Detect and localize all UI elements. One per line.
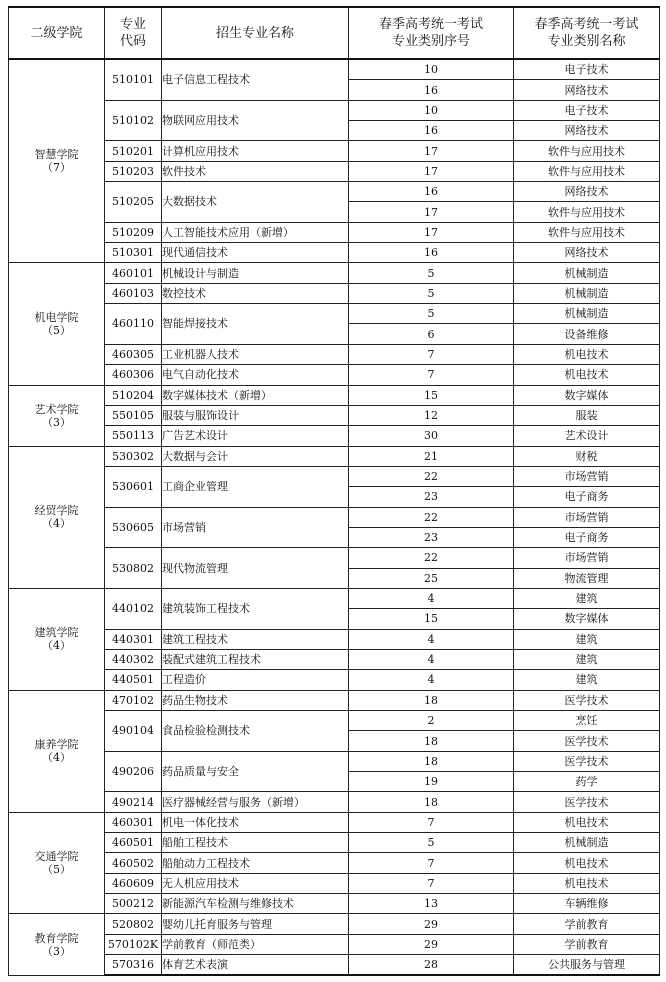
category-name: 机电技术	[514, 873, 660, 893]
major-code: 460301	[105, 812, 162, 832]
college-cell	[9, 812, 105, 914]
major-code: 520802	[105, 914, 162, 934]
category-name: 软件与应用技术	[514, 161, 660, 181]
category-seq: 17	[349, 222, 514, 242]
category-name: 机电技术	[514, 344, 660, 364]
major-code: 460103	[105, 283, 162, 303]
header-category-name: 春季高考统一考试 专业类别名称	[514, 7, 660, 59]
table-body	[9, 59, 660, 975]
category-seq: 2	[349, 711, 514, 731]
college-cell	[9, 914, 105, 976]
table-row	[9, 283, 660, 303]
major-code: 490214	[105, 792, 162, 812]
major-code: 460501	[105, 833, 162, 853]
major-code: 530605	[105, 507, 162, 548]
category-seq: 4	[349, 649, 514, 669]
category-seq: 7	[349, 812, 514, 832]
table-row	[9, 161, 660, 181]
category-seq: 22	[349, 507, 514, 527]
table-row	[9, 690, 660, 710]
category-seq: 5	[349, 283, 514, 303]
major-name: 数控技术	[162, 283, 349, 303]
category-name: 学前教育	[514, 914, 660, 934]
college-name: 智慧学院	[34, 148, 79, 162]
header-major-name: 招生专业名称	[162, 7, 349, 59]
category-seq: 17	[349, 161, 514, 181]
category-name: 医学技术	[514, 751, 660, 771]
major-code: 530601	[105, 466, 162, 507]
category-name: 数字媒体	[514, 385, 660, 405]
category-seq: 7	[349, 365, 514, 385]
major-code: 510204	[105, 385, 162, 405]
category-name: 药学	[514, 772, 660, 792]
category-seq: 18	[349, 792, 514, 812]
category-seq: 18	[349, 751, 514, 771]
table-row	[9, 304, 660, 324]
table-row	[9, 507, 660, 527]
major-code: 440302	[105, 649, 162, 669]
table-row	[9, 263, 660, 283]
enrollment-table-container	[8, 6, 660, 976]
category-seq: 23	[349, 487, 514, 507]
table-row	[9, 365, 660, 385]
table-row	[9, 182, 660, 202]
table-row	[9, 466, 660, 486]
table-row	[9, 243, 660, 263]
category-seq: 16	[349, 182, 514, 202]
header-college: 二级学院	[9, 7, 105, 59]
major-code: 510201	[105, 141, 162, 161]
major-code: 460305	[105, 344, 162, 364]
category-name: 机械制造	[514, 263, 660, 283]
table-row	[9, 385, 660, 405]
college-cell	[9, 588, 105, 690]
category-seq: 28	[349, 955, 514, 976]
category-name: 机电技术	[514, 812, 660, 832]
category-name: 建筑	[514, 670, 660, 690]
category-name: 公共服务与管理	[514, 955, 660, 976]
category-name: 网络技术	[514, 80, 660, 100]
major-name: 工业机器人技术	[162, 344, 349, 364]
major-code: 500212	[105, 894, 162, 914]
category-seq: 17	[349, 141, 514, 161]
table-row	[9, 894, 660, 914]
category-seq: 16	[349, 243, 514, 263]
major-name: 建筑装饰工程技术	[162, 588, 349, 629]
category-seq: 4	[349, 670, 514, 690]
major-name: 船舶动力工程技术	[162, 853, 349, 873]
category-name: 烹饪	[514, 711, 660, 731]
header-category-seq: 春季高考统一考试 专业类别序号	[349, 7, 514, 59]
major-name: 无人机应用技术	[162, 873, 349, 893]
major-name: 婴幼儿托育服务与管理	[162, 914, 349, 934]
major-name: 计算机应用技术	[162, 141, 349, 161]
major-code: 460609	[105, 873, 162, 893]
major-name: 建筑工程技术	[162, 629, 349, 649]
category-seq: 7	[349, 873, 514, 893]
table-row	[9, 649, 660, 669]
major-code: 510205	[105, 182, 162, 223]
table-row	[9, 955, 660, 976]
category-name: 物流管理	[514, 568, 660, 588]
category-seq: 17	[349, 202, 514, 222]
table-row	[9, 670, 660, 690]
major-code: 510102	[105, 100, 162, 141]
category-seq: 22	[349, 466, 514, 486]
table-row	[9, 914, 660, 934]
college-cell	[9, 446, 105, 588]
category-seq: 18	[349, 731, 514, 751]
major-code: 510301	[105, 243, 162, 263]
category-name: 医学技术	[514, 690, 660, 710]
major-name: 工商企业管理	[162, 466, 349, 507]
major-code: 440102	[105, 588, 162, 629]
category-name: 学前教育	[514, 934, 660, 954]
category-name: 软件与应用技术	[514, 202, 660, 222]
major-code: 490206	[105, 751, 162, 792]
college-major-count: （7）	[42, 161, 71, 175]
table-row	[9, 405, 660, 425]
category-name: 网络技术	[514, 182, 660, 202]
table-row	[9, 711, 660, 731]
major-name: 软件技术	[162, 161, 349, 181]
college-major-count: （5）	[42, 863, 71, 877]
major-name: 食品检验检测技术	[162, 711, 349, 752]
category-name: 网络技术	[514, 243, 660, 263]
category-seq: 25	[349, 568, 514, 588]
category-seq: 29	[349, 914, 514, 934]
enrollment-major-table	[8, 6, 660, 976]
category-seq: 4	[349, 629, 514, 649]
major-name: 机电一体化技术	[162, 812, 349, 832]
category-seq: 16	[349, 80, 514, 100]
category-seq: 5	[349, 304, 514, 324]
major-name: 新能源汽车检测与维修技术	[162, 894, 349, 914]
table-row	[9, 792, 660, 812]
college-major-count: （3）	[42, 415, 71, 429]
major-code: 510101	[105, 59, 162, 100]
major-name: 数字媒体技术（新增）	[162, 385, 349, 405]
table-row	[9, 833, 660, 853]
college-name: 艺术学院	[34, 402, 79, 416]
college-major-count: （4）	[42, 517, 71, 531]
category-name: 电子技术	[514, 100, 660, 120]
category-seq: 18	[349, 690, 514, 710]
college-name: 机电学院	[34, 310, 79, 324]
category-name: 机电技术	[514, 365, 660, 385]
college-name: 建筑学院	[34, 626, 79, 640]
major-name: 人工智能技术应用（新增）	[162, 222, 349, 242]
category-name: 软件与应用技术	[514, 222, 660, 242]
table-row	[9, 588, 660, 608]
major-code: 510203	[105, 161, 162, 181]
table-row	[9, 751, 660, 771]
category-seq: 29	[349, 934, 514, 954]
table-row	[9, 141, 660, 161]
major-code: 460110	[105, 304, 162, 345]
table-row	[9, 100, 660, 120]
category-name: 数字媒体	[514, 609, 660, 629]
category-name: 建筑	[514, 649, 660, 669]
category-name: 市场营销	[514, 507, 660, 527]
category-name: 机械制造	[514, 283, 660, 303]
major-name: 现代通信技术	[162, 243, 349, 263]
category-seq: 19	[349, 772, 514, 792]
major-name: 机械设计与制造	[162, 263, 349, 283]
category-seq: 15	[349, 385, 514, 405]
category-seq: 21	[349, 446, 514, 466]
major-name: 现代物流管理	[162, 548, 349, 589]
college-major-count: （4）	[42, 751, 71, 765]
category-name: 机械制造	[514, 304, 660, 324]
major-code: 550105	[105, 405, 162, 425]
college-cell	[9, 59, 105, 263]
college-major-count: （5）	[42, 323, 71, 337]
major-name: 药品质量与安全	[162, 751, 349, 792]
major-code: 440501	[105, 670, 162, 690]
major-code: 470102	[105, 690, 162, 710]
college-name: 交通学院	[34, 850, 79, 864]
major-code: 460306	[105, 365, 162, 385]
category-seq: 30	[349, 426, 514, 446]
college-cell	[9, 385, 105, 446]
major-code: 550113	[105, 426, 162, 446]
category-name: 财税	[514, 446, 660, 466]
category-name: 机电技术	[514, 853, 660, 873]
category-name: 服装	[514, 405, 660, 425]
major-code: 530302	[105, 446, 162, 466]
major-name: 电气自动化技术	[162, 365, 349, 385]
table-row	[9, 812, 660, 832]
college-cell	[9, 263, 105, 385]
major-name: 体育艺术表演	[162, 955, 349, 976]
category-seq: 5	[349, 833, 514, 853]
category-name: 电子商务	[514, 527, 660, 547]
major-code: 510209	[105, 222, 162, 242]
major-name: 医疗器械经营与服务（新增）	[162, 792, 349, 812]
category-seq: 6	[349, 324, 514, 344]
college-name: 教育学院	[34, 931, 79, 945]
major-code: 460101	[105, 263, 162, 283]
category-name: 设备维修	[514, 324, 660, 344]
major-name: 船舶工程技术	[162, 833, 349, 853]
major-code: 570102K	[105, 934, 162, 954]
category-name: 市场营销	[514, 466, 660, 486]
major-name: 智能焊接技术	[162, 304, 349, 345]
major-code: 460502	[105, 853, 162, 873]
major-name: 学前教育（师范类）	[162, 934, 349, 954]
major-code: 440301	[105, 629, 162, 649]
category-name: 车辆维修	[514, 894, 660, 914]
category-seq: 7	[349, 853, 514, 873]
category-seq: 7	[349, 344, 514, 364]
category-name: 艺术设计	[514, 426, 660, 446]
major-name: 电子信息工程技术	[162, 59, 349, 100]
major-name: 装配式建筑工程技术	[162, 649, 349, 669]
college-major-count: （3）	[42, 944, 71, 958]
table-row	[9, 426, 660, 446]
college-cell	[9, 690, 105, 812]
major-name: 市场营销	[162, 507, 349, 548]
major-name: 服装与服饰设计	[162, 405, 349, 425]
major-name: 工程造价	[162, 670, 349, 690]
table-row	[9, 934, 660, 954]
table-row	[9, 446, 660, 466]
major-code: 490104	[105, 711, 162, 752]
college-name: 经贸学院	[34, 504, 79, 518]
category-seq: 12	[349, 405, 514, 425]
category-seq: 16	[349, 121, 514, 141]
major-name: 广告艺术设计	[162, 426, 349, 446]
major-code: 530802	[105, 548, 162, 589]
header-code: 专业 代码	[105, 7, 162, 59]
category-name: 建筑	[514, 588, 660, 608]
category-name: 医学技术	[514, 731, 660, 751]
category-seq: 15	[349, 609, 514, 629]
table-row	[9, 344, 660, 364]
category-name: 市场营销	[514, 548, 660, 568]
college-major-count: （4）	[42, 639, 71, 653]
category-seq: 22	[349, 548, 514, 568]
table-row	[9, 59, 660, 80]
category-name: 电子技术	[514, 59, 660, 80]
table-header-row	[9, 7, 660, 59]
table-row	[9, 853, 660, 873]
major-name: 大数据与会计	[162, 446, 349, 466]
major-code: 570316	[105, 955, 162, 976]
category-seq: 4	[349, 588, 514, 608]
category-name: 电子商务	[514, 487, 660, 507]
table-row	[9, 222, 660, 242]
major-name: 药品生物技术	[162, 690, 349, 710]
major-name: 物联网应用技术	[162, 100, 349, 141]
table-row	[9, 629, 660, 649]
category-seq: 13	[349, 894, 514, 914]
category-name: 网络技术	[514, 121, 660, 141]
category-name: 机械制造	[514, 833, 660, 853]
category-name: 建筑	[514, 629, 660, 649]
table-row	[9, 548, 660, 568]
college-name: 康养学院	[34, 738, 79, 752]
major-name: 大数据技术	[162, 182, 349, 223]
table-row	[9, 873, 660, 893]
category-name: 医学技术	[514, 792, 660, 812]
category-name: 软件与应用技术	[514, 141, 660, 161]
category-seq: 5	[349, 263, 514, 283]
category-seq: 23	[349, 527, 514, 547]
category-seq: 10	[349, 59, 514, 80]
category-seq: 10	[349, 100, 514, 120]
